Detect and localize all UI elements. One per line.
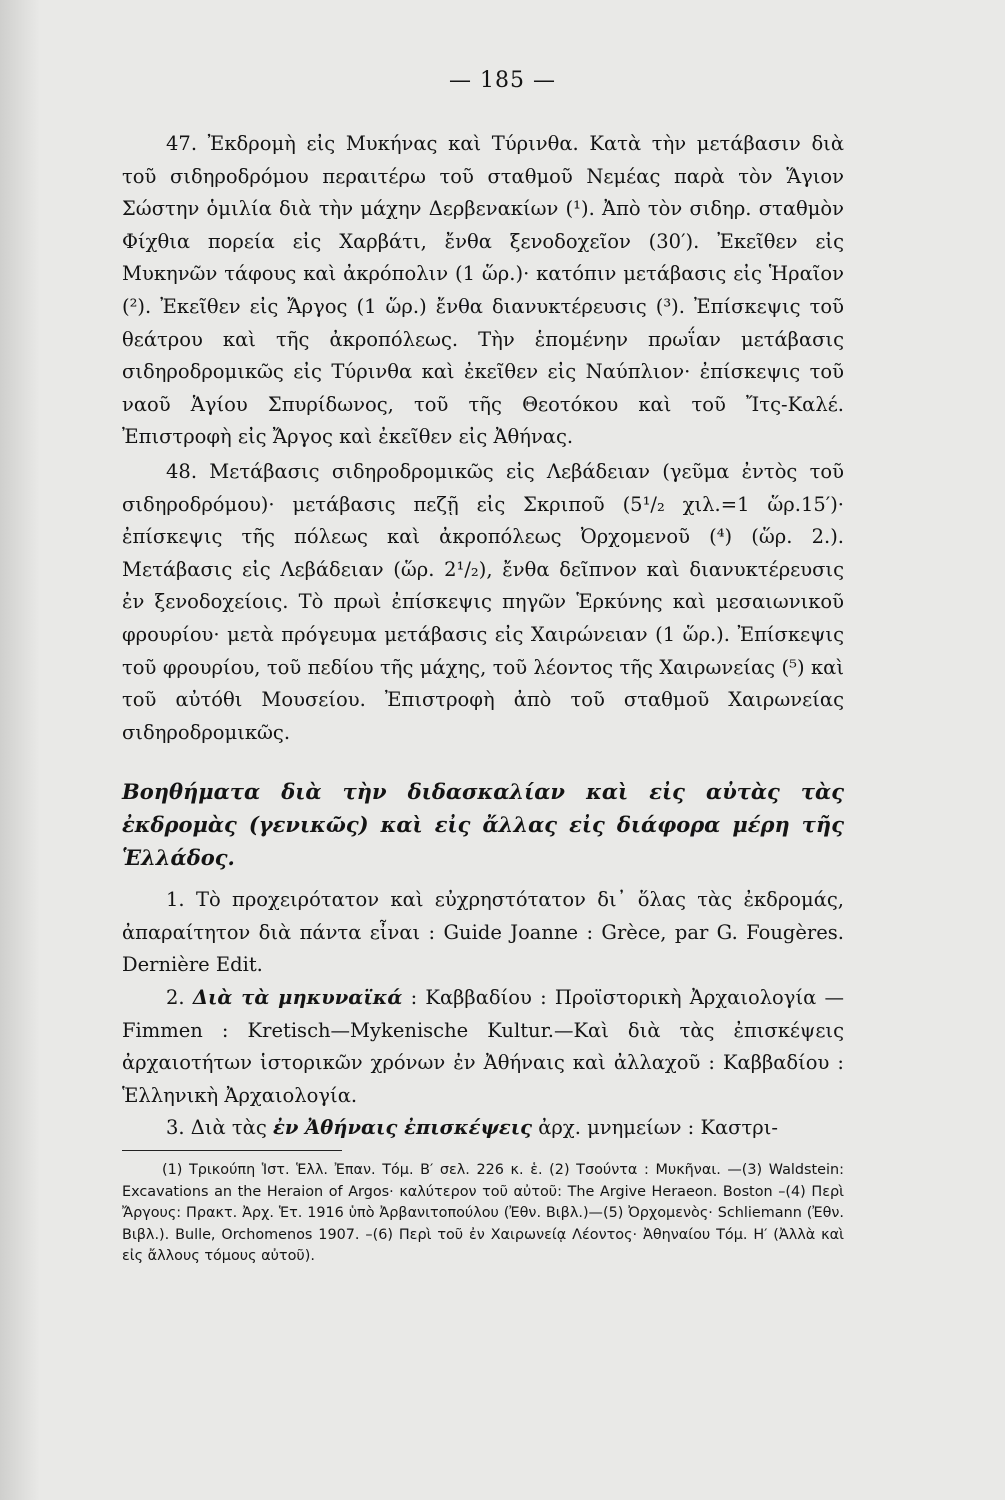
main-text [122,128,844,1145]
bibliography-item-3-text: ἀρχ. μνημείων : Καστρι- [532,1116,778,1140]
bibliography-item-2 [122,982,844,1112]
bibliography-item-3-emphasis: ἐν Ἀθήναις ἐπισκέψεις [272,1116,533,1140]
section-heading: Βοηθήματα διὰ τὴν διδασκαλίαν καὶ εἰς αὐτὰς τὰς ἐκδρομὰς (γενικῶς) καὶ εἰς ἄλλας εἰς διάφορα μέρη τῆς Ἑλλάδος. [122,779,844,871]
bibliography-item-1 [122,884,844,982]
gutter-shadow [0,0,40,1500]
paragraph-47 [122,128,844,454]
bibliography-item-1-text: 1. Τὸ προχειρότατον καὶ εὐχρηστότατον δι᾽ ὅλας τὰς ἐκδρομάς, ἀπαραίτητον διὰ πάντα εἶναι : Guide Joanne : Grèce, par G. Fougères. Dernière Edit. [122,888,844,977]
footnotes [122,1160,844,1268]
bibliography-item-2-prefix: 2. [166,986,193,1010]
bibliography-item-2-text: : Καββαδίου : Προϊστορικὴ Ἀρχαιολογία —Fimmen : Kretisch—Mykenische Kultur.—Καὶ διὰ τὰς ἐπισκέψεις ἀρχαιοτήτων ἱστορικῶν χρόνων ἐν Ἀθήναις καὶ ἀλλαχοῦ : Καββαδίου : Ἑλληνικὴ Ἀρχαιολογία. [122,986,844,1107]
bibliography-item-2-emphasis: Διὰ τὰ μηκυναϊκά [192,986,403,1010]
paragraph-48 [122,456,844,749]
paragraph-48-text: 48. Μετάβασις σιδηροδρομικῶς εἰς Λεβάδειαν (γεῦμα ἐντὸς τοῦ σιδηροδρόμου)· μετάβασις πεζῇ εἰς Σκριποῦ (5¹/₂ χιλ.=1 ὥρ.15′)· ἐπίσκεψις τῆς πόλεως καὶ ἀκροπόλεως Ὀρχομενοῦ (⁴) (ὥρ. 2.). Μετάβασις εἰς Λεβάδειαν (ὥρ. 2¹/₂), ἔνθα δεῖπνον καὶ διανυκτέρευσις ἐν ξενοδοχείοις. Τὸ πρωὶ ἐπίσκεψις πηγῶν Ἑρκύνης καὶ μεσαιωνικοῦ φρουρίου· μετὰ πρόγευμα μετάβασις εἰς Χαιρώνειαν (1 ὥρ.). Ἐπίσκεψις τοῦ φρουρίου, τοῦ πεδίου τῆς μάχης, τοῦ λέοντος τῆς Χαιρωνείας (⁵) καὶ τοῦ αὐτόθι Μουσείου. Ἐπιστροφὴ ἀπὸ τοῦ σταθμοῦ Χαιρωνείας σιδηροδρομικῶς. [122,459,844,744]
page-number: — 185 — [449,68,556,93]
bibliography-item-3 [122,1112,844,1145]
footnote-divider [122,1150,342,1151]
bibliography-item-3-prefix: 3. Διὰ τὰς [166,1116,273,1140]
footnotes-text: (1) Τρικούπη Ἱστ. Ἑλλ. Ἐπαν. Τόμ. Β′ σελ. 226 κ. ἑ. (2) Τσούντα : Μυκῆναι. —(3) Waldstein: Excavations an the Heraion of Argos· καλύτερον τοῦ αὐτοῦ: The Argive Heraeon. Boston –(4) Περὶ Ἄργους: Πρακτ. Ἀρχ. Ἑτ. 1916 ὑπὸ Ἀρβανιτοπούλου (Ἐθν. Βιβλ.)—(5) Ὀρχομενὸς· Schliemann (Ἐθν. Βιβλ.). Bulle, Orchomenos 1907. –(6) Περὶ τοῦ ἐν Χαιρωνείᾳ Λέοντος· Ἀθηναίου Τόμ. Η′ (Ἀλλὰ καὶ εἰς ἄλλους τόμους αὐτοῦ). [122,1162,844,1265]
paragraph-47-text: 47. Ἐκδρομὴ εἰς Μυκήνας καὶ Τύρινθα. Κατὰ τὴν μετάβασιν διὰ τοῦ σιδηροδρόμου περαιτέρω τοῦ σταθμοῦ Νεμέας παρὰ τὸν Ἅγιον Σώστην ὁμιλία διὰ τὴν μάχην Δερβενακίων (¹). Ἀπὸ τὸν σιδηρ. σταθμὸν Φίχθια πορεία εἰς Χαρβάτι, ἔνθα ξενοδοχεῖον (30′). Ἐκεῖθεν εἰς Μυκηνῶν τάφους καὶ ἀκρόπολιν (1 ὥρ.)· κατόπιν μετάβασις εἰς Ἡραῖον (²). Ἐκεῖθεν εἰς Ἄργος (1 ὥρ.) ἔνθα διανυκτέρευσις (³). Ἐπίσκεψις τοῦ θεάτρου καὶ τῆς ἀκροπόλεως. Τὴν ἑπομένην πρωΐαν μετάβασις σιδηροδρομικῶς εἰς Τύρινθα καὶ ἐκεῖθεν εἰς Ναύπλιον· ἐπίσκεψις τοῦ ναοῦ Ἁγίου Σπυρίδωνος, τοῦ τῆς Θεοτόκου καὶ τοῦ Ἴτς-Καλέ. Ἐπιστροφὴ εἰς Ἄργος καὶ ἐκεῖθεν εἰς Ἀθήνας. [122,132,844,449]
